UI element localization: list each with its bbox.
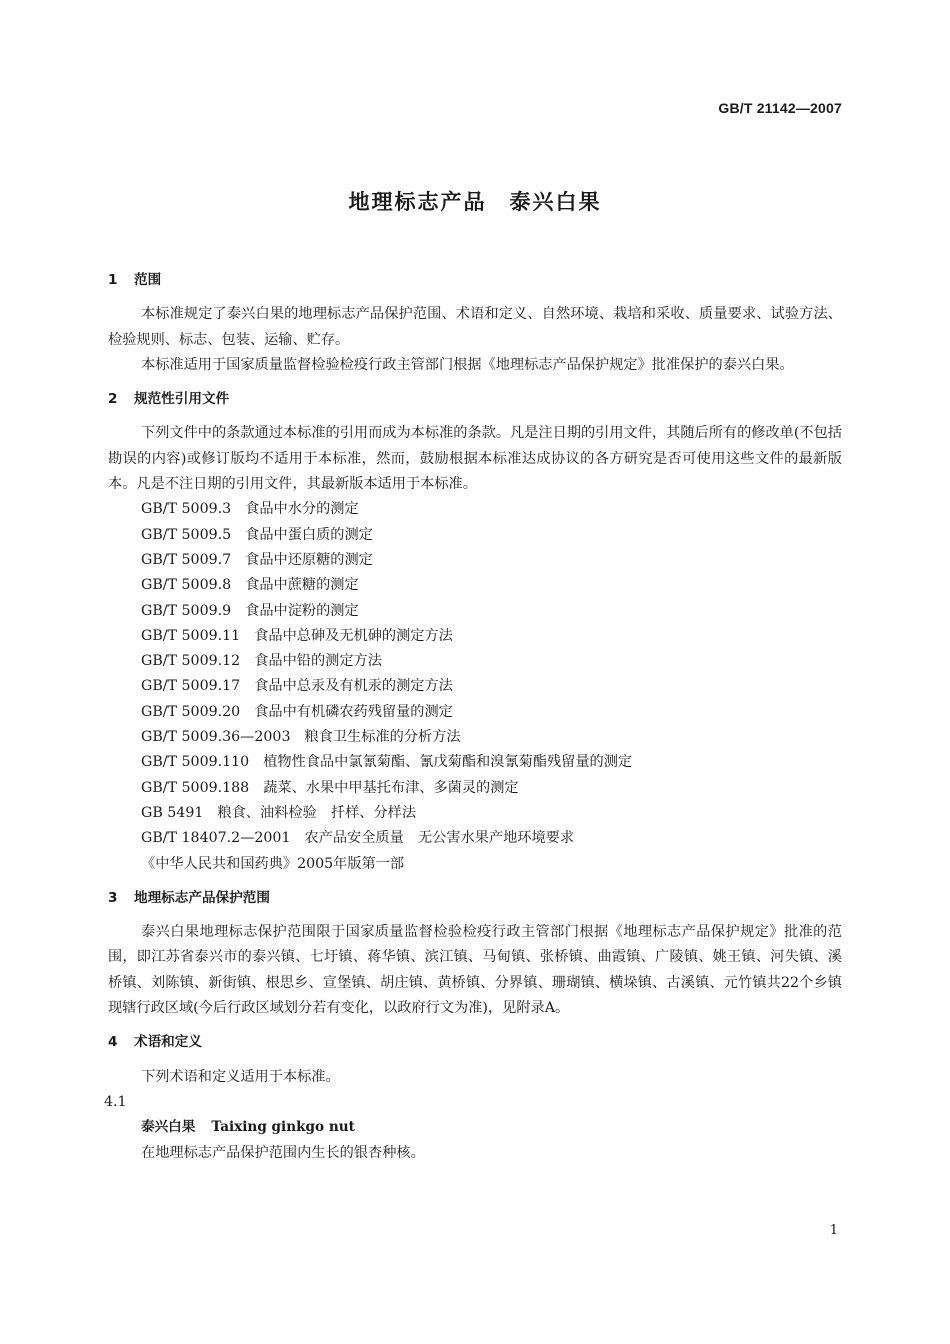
reference-list [108,497,842,876]
term-english: Taixing ginkgo nut [211,1119,355,1136]
reference-code: GB 5491 [141,804,204,821]
reference-code: GB/T 5009.188 [141,779,250,796]
reference-title: 食品中还原糖的测定 [245,551,373,568]
reference-item [108,852,842,877]
paragraph: 下列术语和定义适用于本标准。 [141,1068,340,1085]
reference-title: 蔬菜、水果中甲基托布津、多菌灵的测定 [263,779,519,796]
section-title: 规范性引用文件 [134,391,230,408]
reference-title: 食品中蛋白质的测定 [245,526,373,543]
reference-item [108,750,842,775]
section-heading-protection-scope [108,886,842,911]
reference-title: 食品中总汞及有机汞的测定方法 [254,678,453,695]
reference-code: GB/T 18407.2—2001 [141,830,291,847]
reference-title: 植物性食品中氯氰菊酯、氰戊菊酯和溴氰菊酯残留量的测定 [263,754,633,771]
reference-item [108,649,842,674]
section-heading-normative-references [108,387,842,412]
reference-code: GB/T 5009.8 [141,577,232,594]
section-heading-terms-definitions [108,1030,842,1055]
reference-item [108,599,842,624]
reference-item [108,700,842,725]
section-title: 术语和定义 [134,1034,202,1051]
reference-item [108,826,842,851]
reference-title: 食品中有机磷农药残留量的测定 [254,703,453,720]
reference-item [108,725,842,750]
paragraph: 本标准适用于国家质量监督检验检疫行政主管部门根据《地理标志产品保护规定》批准保护的泰兴白果。 [141,356,794,373]
reference-code: GB/T 5009.36—2003 [141,729,291,746]
standard-code: GB/T 21142—2007 [718,100,842,116]
paragraph: 本标准规定了泰兴白果的地理标志产品保护范围、术语和定义、自然环境、栽培和采收、质量要求、试验方法、检验规则、标志、包装、运输、贮存。 [108,306,842,348]
paragraph: 下列文件中的条款通过本标准的引用而成为本标准的条款。凡是注日期的引用文件，其随后所有的修改单(不包括勘误的内容)或修订版均不适用于本标准，然而，鼓励根据本标准达成协议的各方研究是否可使用这些文件的最新版本。凡是不注日期的引用文件，其最新版本适用于本标准。 [108,425,842,493]
section-number: 1 [108,272,118,288]
reference-title: 粮食、油料检验 扦样、分样法 [217,804,417,821]
document-body [104,268,842,1166]
reference-title: 食品中淀粉的测定 [245,602,359,619]
reference-title: 食品中蔗糖的测定 [245,577,359,594]
reference-code: GB/T 5009.5 [141,526,232,543]
reference-item [108,573,842,598]
reference-title: 食品中总砷及无机砷的测定方法 [254,627,453,644]
page-number: 1 [829,1223,838,1238]
reference-item [108,801,842,826]
reference-code: GB/T 5009.11 [141,627,241,644]
term-definition: 在地理标志产品保护范围内生长的银杏种核。 [141,1144,425,1161]
term-entry [108,1115,842,1140]
reference-code: GB/T 5009.12 [141,653,241,670]
reference-code: GB/T 5009.3 [141,501,232,518]
term-chinese: 泰兴白果 [141,1119,196,1136]
reference-title: 粮食卫生标准的分析方法 [304,729,461,746]
reference-code: 《中华人民共和国药典》2005年版第一部 [141,855,405,872]
reference-code: GB/T 5009.7 [141,551,232,568]
section-number: 2 [108,391,118,408]
document-title: 地理标志产品 泰兴白果 [348,190,602,214]
section-title: 地理标志产品保护范围 [134,889,270,906]
reference-title: 食品中水分的测定 [245,501,359,518]
paragraph: 泰兴白果地理标志保护范围限于国家质量监督检验检疫行政主管部门根据《地理标志产品保护规定》批准的范围，即江苏省泰兴市的泰兴镇、七圩镇、蒋华镇、滨江镇、马甸镇、张桥镇、曲霞镇、广陵镇、姚王镇、河失镇、溪桥镇、刘陈镇、新街镇、根思乡、宣堡镇、胡庄镇、黄桥镇、分界镇、珊瑚镇、横垛镇、古溪镇、元竹镇共22个乡镇现辖行政区域(今后行政区域划分若有变化，以政府行文为准)，见附录A。 [108,924,842,1017]
reference-code: GB/T 5009.17 [141,678,241,695]
reference-item [108,624,842,649]
reference-title: 农产品安全质量 无公害水果产地环境要求 [304,830,575,847]
subsection-number: 4.1 [104,1093,127,1110]
reference-code: GB/T 5009.110 [141,754,250,771]
section-number: 3 [108,889,118,906]
reference-item [108,674,842,699]
reference-item [108,776,842,801]
section-title: 范围 [134,272,162,288]
reference-item [108,523,842,548]
reference-item [108,548,842,573]
reference-code: GB/T 5009.9 [141,602,232,619]
reference-item [108,497,842,522]
section-number: 4 [108,1034,118,1051]
reference-code: GB/T 5009.20 [141,703,241,720]
section-heading-scope [108,268,842,293]
reference-title: 食品中铅的测定方法 [254,653,382,670]
